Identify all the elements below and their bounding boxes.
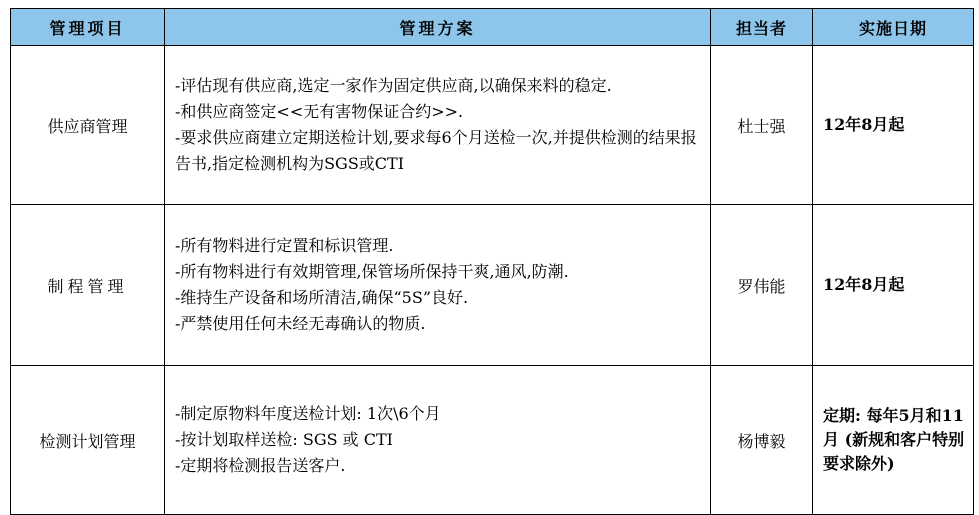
plan-line: -所有物料进行定置和标识管理. — [175, 236, 394, 255]
date-cell: 12年8月起 — [813, 205, 974, 366]
plan-line: -定期将检测报告送客户. — [175, 456, 346, 475]
plan-line: -按计划取样送检: SGS 或 CTI — [175, 430, 393, 449]
management-table-container — [10, 8, 974, 515]
plan-line: -严禁使用任何未经无毒确认的物质. — [175, 314, 426, 333]
header-item: 管理项目 — [11, 9, 165, 46]
header-plan: 管理方案 — [165, 9, 711, 46]
item-cell: 检测计划管理 — [11, 366, 165, 515]
owner-cell: 杨博毅 — [711, 366, 813, 515]
plan-cell — [165, 366, 711, 515]
date-cell: 定期: 每年5月和11月 (新规和客户特别要求除外) — [813, 366, 974, 515]
item-cell: 供应商管理 — [11, 46, 165, 205]
table-row — [11, 366, 974, 515]
header-date: 实施日期 — [813, 9, 974, 46]
header-owner: 担当者 — [711, 9, 813, 46]
plan-line: -所有物料进行有效期管理,保管场所保持干爽,通风,防潮. — [175, 262, 569, 281]
plan-line: -和供应商签定<<无有害物保证合约>>. — [175, 102, 464, 121]
plan-line: -要求供应商建立定期送检计划,要求每6个月送检一次,并提供检测的结果报告书,指定检测机构为SGS或CTI — [175, 128, 697, 173]
management-plan-table — [10, 8, 974, 515]
plan-cell — [165, 205, 711, 366]
plan-cell — [165, 46, 711, 205]
item-cell: 制程管理 — [11, 205, 165, 366]
owner-cell: 罗伟能 — [711, 205, 813, 366]
owner-cell: 杜士强 — [711, 46, 813, 205]
date-cell: 12年8月起 — [813, 46, 974, 205]
table-row — [11, 205, 974, 366]
plan-line: -制定原物料年度送检计划: 1次\6个月 — [175, 404, 441, 423]
plan-line: -评估现有供应商,选定一家作为固定供应商,以确保来料的稳定. — [175, 76, 612, 95]
table-header-row — [11, 9, 974, 46]
plan-line: -维持生产设备和场所清洁,确保“5S”良好. — [175, 288, 469, 307]
table-row — [11, 46, 974, 205]
